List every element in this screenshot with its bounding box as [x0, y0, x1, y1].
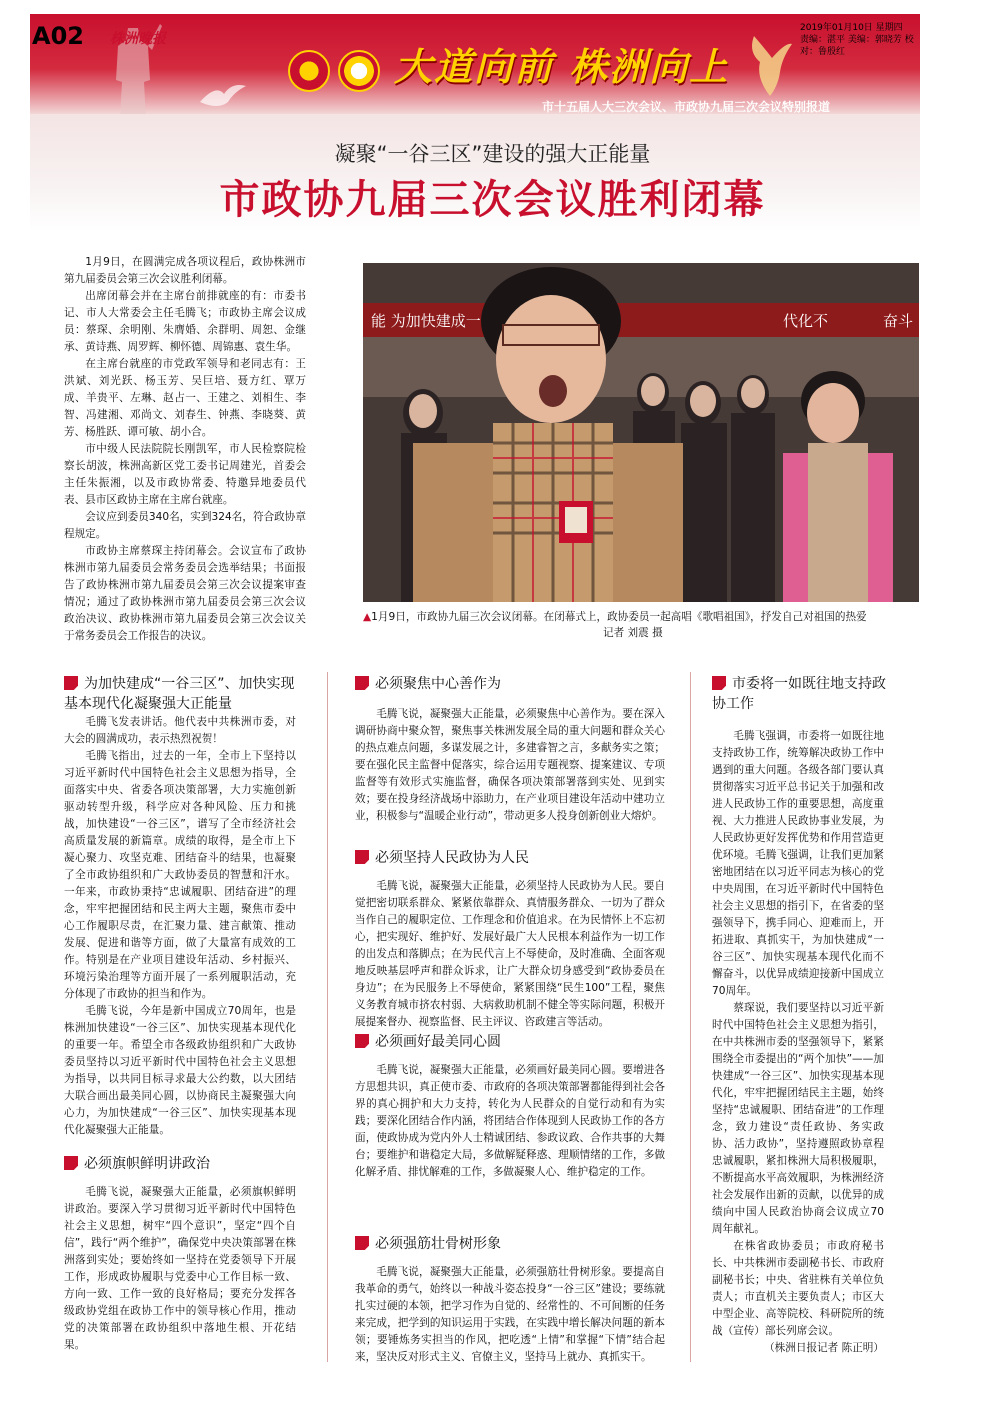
paragraph: 1月9日，在圆满完成各项议程后，政协株洲市第九届委员会第三次会议胜利闭幕。 — [64, 256, 306, 285]
pub-editors: 责编：湛平 美编：郭晓芳 校对：鲁殷红 — [800, 35, 914, 57]
triangle-icon: ▲ — [363, 611, 372, 623]
paragraph: 毛腾飞强调，市委将一如既往地支持政协工作，统筹解决政协工作中遇到的重大问题。各级各部门要认真贯彻落实习近平总书记关于加强和改进人民政协工作的重要思想，高度重视、大力推进人民政协事业发展，为人民政协更好发挥优势和作用营造更优环境。毛腾飞强调，让我们更加紧密地团结在以习近平同志为核心的党中央周围，在习近平新时代中国特色社会主义思想的指引下，在省委的坚强领导下，携手同心、迎难而上，开拓进取、真抓实干，为加快建成“一谷三区”、加快实现基本现代化而不懈奋斗，以优异成绩迎接新中国成立70周年。 — [712, 730, 884, 997]
section-marker-icon — [712, 676, 726, 690]
section-body — [355, 1264, 665, 1366]
reporter-byline: （株洲日报记者 陈正明） — [764, 1342, 884, 1354]
banner-subtitle: 市十五届人大三次会议、市政协九届三次会议特别报道 — [542, 100, 831, 114]
dove-icon — [198, 80, 248, 110]
photo-banner-text: 奋斗 — [883, 312, 914, 330]
page-number: A02 — [32, 22, 84, 50]
paragraph: 毛腾飞说，凝聚强大正能量，必须坚持人民政协为人民。要自觉把密切联系群众、紧紧依靠群众、真情服务群众、一切为了群众当作自己的履职定位、工作理念和价值追求。在为民情怀上不忘初心，把实现好、维护好、发展好最广大人民根本利益作为一切工作的出发点和落脚点；在为民代言上不辱使命，及时准确、全面客观地反映基层呼声和群众诉求，让广大群众切身感受到“政协委员在身边”；在为民服务上不辱使命，紧紧围绕“民生100”工程，聚焦义务教育城市挤农村弱、大病救助机制不健全等实际问题，积极开展提案督办、视察监督、民主评议、咨政建言等活动。 — [355, 880, 665, 1028]
banner-slogan: 大道向前 株洲向上 — [394, 44, 730, 89]
cppcc-emblem-icon — [338, 50, 380, 92]
photo-caption — [363, 609, 919, 641]
column-divider — [690, 672, 691, 1362]
publication-info — [800, 22, 918, 58]
paragraph: 会议应到委员340名，实到324名，符合政协章程规定。 — [64, 511, 306, 540]
section-body — [64, 1184, 296, 1354]
paragraph: 出席闭幕会并在主席台前排就座的有：市委书记、市人大常委会主任毛腾飞；市政协主席会议成员：蔡琛、余明刚、朱膺婚、余群明、周恕、金继承、黄诗燕、周罗辉、柳怀德、周锦惠、袁生华。 — [64, 290, 306, 353]
section-marker-icon — [355, 1034, 369, 1048]
paragraph: 毛腾飞发表讲话。他代表中共株洲市委，对大会的圆满成功，表示热烈祝贺！ — [64, 716, 296, 745]
article-kicker: 凝聚“一谷三区”建设的强大正能量 — [334, 142, 651, 166]
paragraph: 蔡琛说，我们要坚持以习近平新时代中国特色社会主义思想为指引，在中共株洲市委的坚强领导下，紧紧围绕全市委提出的“两个加快”——加快建成“一谷三区”、加快实现基本现代化，牢牢把握团结民主主题，始终坚持“忠诚履职、团结奋进”的工作理念，致力建设“责任政协、务实政协、活力政协”，坚持遵照政协章程忠诚履职，紧扣株洲大局积极履职，不断提高水平高效履职，为株洲经济社会发展作出新的贡献，以优异的成绩向中国人民政治协商会议成立70周年献礼。 — [712, 1002, 884, 1235]
section-body — [64, 714, 296, 1139]
paper-name: 株洲晚报 — [110, 31, 166, 47]
section-heading: 必须旗帜鲜明讲政治 — [64, 1154, 304, 1174]
paragraph: 毛腾飞说，今年是新中国成立70周年，也是株洲加快建设“一谷三区”、加快实现基本现代化的重要一年。希望全市各级政协组织和广大政协委员坚持以习近平新时代中国特色社会主义思想为指导，以共同目标寻求最大公约数，以大团结大联合画出最美同心圆，以协商民主凝聚强大向心力，为加快建成“一谷三区”、加快实现基本现代化凝聚强大正能量。 — [64, 1005, 296, 1136]
section-body — [355, 878, 665, 1031]
paragraph: 市政协主席蔡琛主持闭幕会。会议宣布了政协株洲市第九届委员会常务委员会选举结果；书面报告了政协株洲市第九届委员会第三次会议提案审查情况；通过了政协株洲市第九届委员会第三次会议政治决议、政协株洲市第九届委员会第三次会议关于常务委员会工作报告的决议。 — [64, 545, 306, 642]
section-heading: 必须聚焦中心善作为 — [355, 674, 655, 694]
paragraph: 毛腾飞说，凝聚强大正能量，必须强筋壮骨树形象。要提高自我革命的勇气，始终以一种战斗姿态投身“一谷三区”建设；要练就扎实过硬的本领，把学习作为自觉的、经常性的、不可间断的任务来完成，把学到的知识运用于实践，在实践中增长解决问题的新本领；要锤炼务实担当的作风，把吃透“上情”和掌握“下情”结合起来，坚决反对形式主义、官僚主义，坚持马上就办、真抓实干。 — [355, 1266, 665, 1363]
paragraph: 毛腾飞指出，过去的一年，全市上下坚持以习近平新时代中国特色社会主义思想为指导，全面落实中央、省委各项决策部署，大力实施创新驱动转型升级，科学应对各种风险、压力和挑战，加快建设“一谷三区”，谱写了全市经济社会高质量发展的新篇章。成绩的取得，是全市上下凝心聚力、攻坚克难、团结奋斗的结果，也凝聚了全市政协组织和广大政协委员的智慧和汗水。一年来，市政协秉持“忠诚履职、团结奋进”的理念，牢牢把握团结和民主两大主题，聚焦市委中心工作履职尽责，在汇聚力量、建言献策、推动发展、促进和谐等方面，做了大量富有成效的工作。特别是在产业项目建设年活动、乡村振兴、环境污染治理等方面开展了一系列履职活动，充分体现了市政协的担当和作为。 — [64, 750, 296, 1000]
section-marker-icon — [355, 676, 369, 690]
photo-banner-text: 能 为加快建成一 — [371, 312, 481, 330]
paragraph: 在主席台就座的市党政军领导和老同志有：王洪斌、刘光跃、杨玉芳、吴巨培、聂方红、覃万成、羊贵平、左琳、赵占一、王建之、刘相生、李智、冯建湘、邓尚文、刘春生、钟燕、李晓葵、黄芳、杨胜跃、谭可敏、胡小合。 — [64, 358, 306, 438]
photo-illustration — [363, 263, 919, 602]
section-heading: 必须强筋壮骨树形象 — [355, 1234, 655, 1254]
photo-banner-text: 代化不 — [783, 312, 829, 330]
paragraph: 毛腾飞说，凝聚强大正能量，必须聚焦中心善作为。要在深入调研协商中聚众智，聚焦事关株洲发展全局的重大问题和群众关心的热点难点问题，多谋发展之计，多建睿智之言，多献务实之策；要在强化民主监督中促落实，综合运用专题视察、提案建议、专项监督等有效形式实施监督，确保各项决策部署落到实处、见到实效；要在投身经济战场中添助力，在产业项目建设年活动中建功立业，积极参与“温暖企业行动”，带动更多人投身创新创业大熔炉。 — [355, 708, 665, 822]
section-marker-icon — [64, 1156, 78, 1170]
section-body — [355, 706, 665, 825]
national-emblem-icon — [288, 50, 330, 92]
paragraph: 毛腾飞说，凝聚强大正能量，必须旗帜鲜明讲政治。要深入学习贯彻习近平新时代中国特色社会主义思想，树牢“四个意识”，坚定“四个自信”，践行“两个维护”，确保党中央决策部署在株洲落到实处；要始终如一坚持在党委领导下开展工作，形成政协履职与党委中心工作目标一致、方向一致、工作一致的良好格局；要充分发挥各级政协党组在政协工作中的领导核心作用，推动党的决策部署在政协组织中落地生根、开花结果。 — [64, 1186, 296, 1351]
masthead — [0, 0, 985, 232]
paragraph: 在株省政协委员；市政府秘书长、中共株洲市委副秘书长、市政府副秘书长；中央、省驻株有关单位负责人；市直机关主要负责人；市区大中型企业、高等院校、科研院所的统战（宣传）部长列席会议。 — [712, 1240, 884, 1337]
section-body — [355, 1062, 665, 1181]
section-body — [712, 728, 884, 1357]
section-marker-icon — [355, 1236, 369, 1250]
section-heading: 为加快建成“一谷三区”、加快实现基本现代化凝聚强大正能量 — [64, 676, 295, 712]
dove-icon — [746, 34, 794, 98]
section-heading: 必须坚持人民政协为人民 — [355, 848, 655, 868]
photo-credit: 记者 刘震 摄 — [603, 627, 663, 639]
pub-date: 2019年01月10日 星期四 — [800, 23, 903, 33]
article-headline: 市政协九届三次会议胜利闭幕 — [219, 176, 766, 223]
caption-text: 1月9日，市政协九届三次会议闭幕。在闭幕式上，政协委员一起高唱《歌唱祖国》，抒发自己对祖国的热爱 — [371, 611, 867, 623]
section-marker-icon — [355, 850, 369, 864]
intro-column — [64, 254, 306, 645]
paragraph: 毛腾飞说，凝聚强大正能量，必须画好最美同心圆。要增进各方思想共识，真正使市委、市政府的各项决策部署都能得到社会各界的真心拥护和大力支持，转化为人民群众的自觉行动和有为实践；要深化团结合作内涵，将团结合作体现到人民政协工作的各方面，使政协成为党内外人士精诚团结、参政议政、合作共事的大舞台；要维护和谐稳定大局，多做解疑释惑、理顺情绪的工作，多做化解矛盾、排忧解难的工作，多做凝聚人心、维护稳定的工作。 — [355, 1064, 665, 1178]
news-photo — [363, 263, 919, 602]
section-heading: 市委将一如既往地支持政协工作 — [712, 676, 886, 712]
section-marker-icon — [64, 676, 78, 690]
column-divider — [327, 672, 328, 1362]
section-heading: 必须画好最美同心圆 — [355, 1032, 655, 1052]
paragraph: 市中级人民法院院长刚凯军，市人民检察院检察长胡波，株洲高新区党工委书记周建光，首委会主任朱振湘，以及市政协常委、特邀异地委员代表、县市区政协主席在主席台就座。 — [64, 443, 306, 506]
